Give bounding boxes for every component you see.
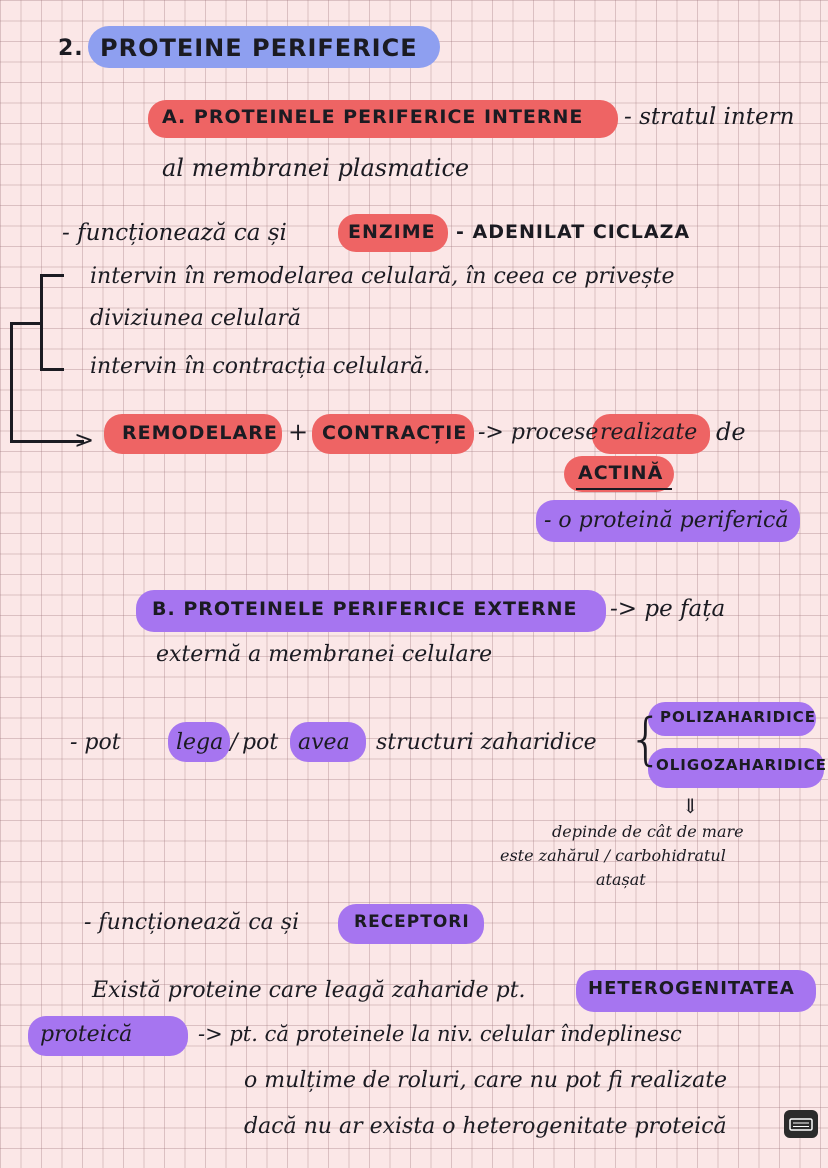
note-line-1: depinde de cât de mare (552, 822, 744, 841)
enzyme-prefix: - funcționează ca și (62, 220, 287, 246)
bullet-2: intervin în contracția celulară. (90, 354, 431, 379)
proteica: proteică (40, 1022, 133, 1047)
remodelare: REMODELARE (122, 422, 278, 444)
note-arrow: ⇓ (682, 794, 699, 818)
sugar-brace: { (628, 707, 664, 772)
bracket-mid (10, 322, 42, 325)
bracket-outer-vertical (10, 322, 13, 442)
bullet-1-line1: intervin în remodelarea celulară, în ceea ce privește (90, 264, 675, 289)
sugar-avea: avea (298, 730, 350, 755)
section-number: 2. (58, 36, 84, 61)
note-line-2: este zahărul / carbohidratul (500, 846, 726, 865)
note-line-3: atașat (596, 870, 646, 889)
heading-b-line2: externă a membranei celulare (156, 642, 493, 667)
final-line-2: -> pt. că proteinele la niv. celular îndeplinesc (198, 1022, 682, 1046)
bracket-bottom (40, 368, 64, 371)
sugar-prefix: - pot (70, 730, 121, 755)
sugar-legal: lega / (176, 730, 238, 755)
section-title: PROTEINE PERIFERICE (100, 34, 418, 62)
final-line-3: o mulțime de roluri, care nu pot fi realizate (244, 1068, 728, 1093)
protein-note: - o proteină periferică (544, 508, 789, 533)
sugar-option-2: OLIGOZAHARIDICE (656, 756, 828, 774)
bracket-arrowhead: > (74, 426, 95, 454)
keyboard-icon[interactable] (784, 1110, 818, 1138)
bracket-top (40, 274, 64, 277)
actina: ACTINĂ (578, 462, 664, 484)
final-line-4: dacă nu ar exista o heterogenitate proteică (244, 1114, 727, 1139)
contractie: CONTRACȚIE (322, 422, 468, 444)
actina-underline (576, 488, 672, 490)
realizate: realizate (600, 420, 698, 445)
heading-a-line2: al membranei plasmatice (162, 154, 470, 182)
heading-a: A. PROTEINELE PERIFERICE INTERNE (162, 106, 584, 128)
plus-sign: + (288, 418, 309, 446)
de-word: de (716, 418, 746, 446)
bullet-1-line2: diviziunea celulară (90, 306, 302, 331)
receptor-prefix: - funcționează ca și (84, 910, 300, 935)
final-line-1: Există proteine care leagă zaharide pt. (92, 978, 526, 1003)
heading-a-suffix: - stratul intern (624, 104, 795, 130)
heading-b: B. PROTEINELE PERIFERICE EXTERNE (152, 598, 578, 620)
enzyme-suffix: - ADENILAT CICLAZA (456, 221, 691, 243)
sugar-pot2: pot (242, 730, 279, 755)
heterogenitatea: HETEROGENITATEA (588, 978, 795, 999)
bracket-outer-arrow (10, 440, 84, 443)
heading-b-suffix: -> pe fața (610, 596, 726, 622)
process-arrow-text: -> procese (478, 420, 599, 445)
enzyme-keyword: ENZIME (348, 221, 436, 243)
sugar-option-1: POLIZAHARIDICE (660, 708, 816, 726)
receptor-keyword: RECEPTORI (354, 912, 470, 932)
sugar-suffix: structuri zaharidice (376, 730, 597, 755)
